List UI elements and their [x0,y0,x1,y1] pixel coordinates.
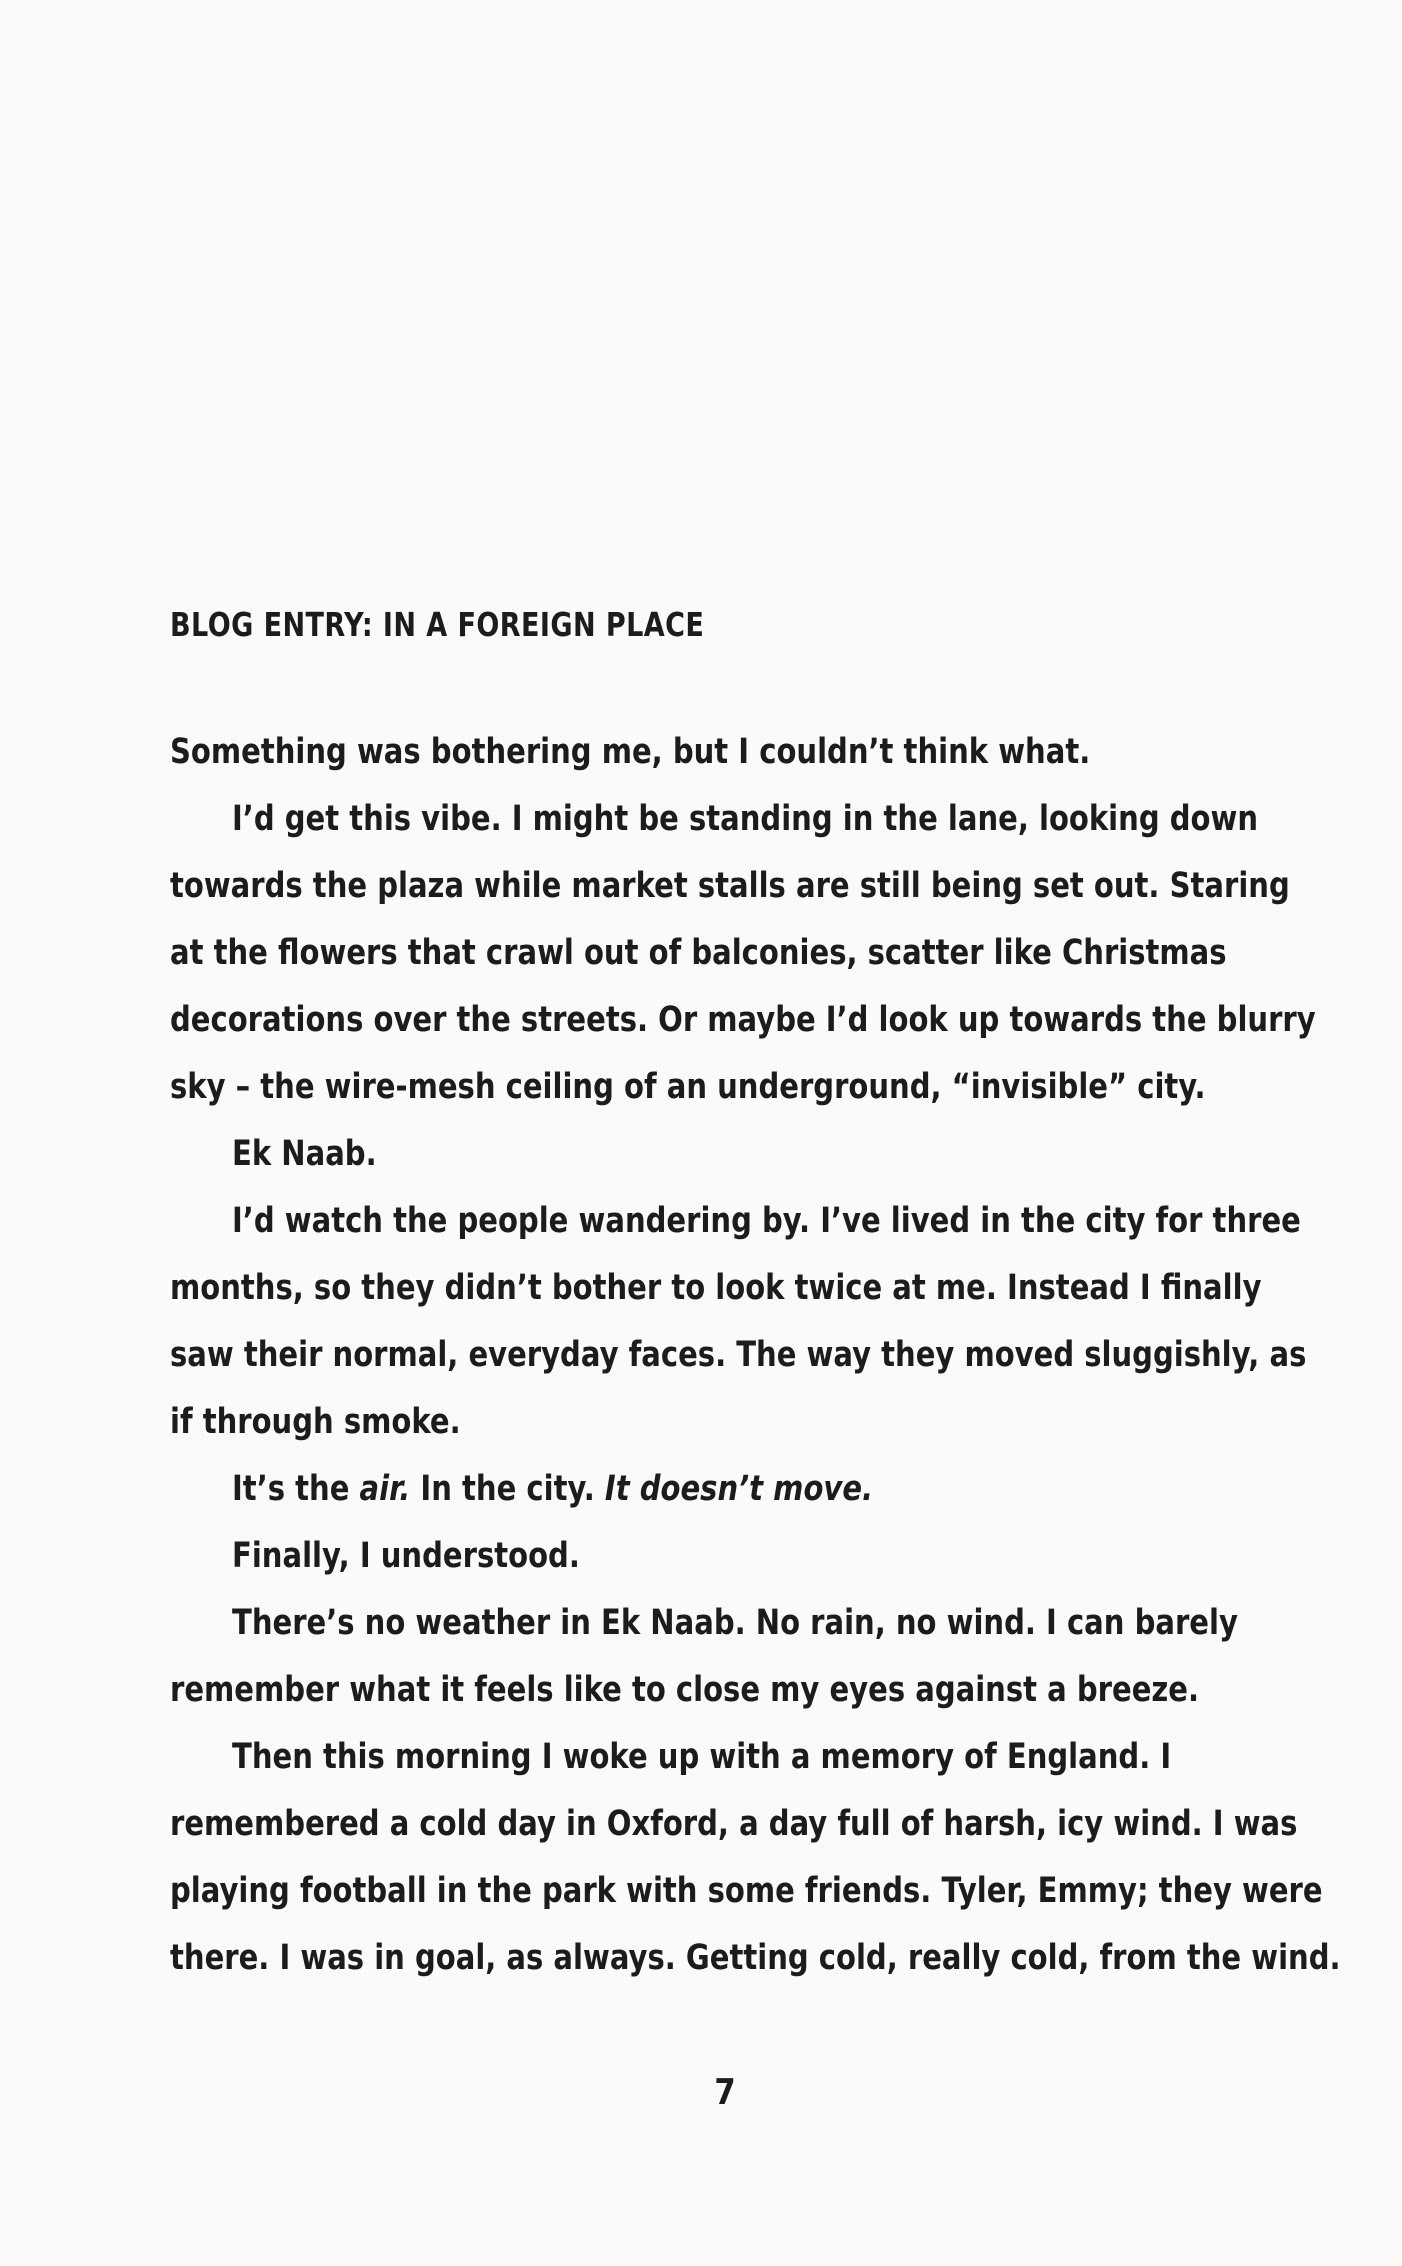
blog-entry-heading: BLOG ENTRY: IN A FOREIGN PLACE [170,605,705,644]
italic-segment: It doesn’t move. [604,1469,874,1509]
text-line: Finally, I understood. [232,1536,580,1576]
text-line: There’s no weather in Ek Naab. No rain, no wind. I can barely [232,1603,1238,1643]
page-number: 7 [714,2072,736,2113]
text-line: decorations over the streets. Or maybe I’d look up towards the blurry [170,1000,1316,1040]
text-line: months, so they didn’t bother to look twice at me. Instead I finally [170,1268,1262,1308]
text-line: I’d watch the people wandering by. I’ve lived in the city for three [232,1201,1301,1241]
text-segment: It’s the [232,1469,360,1509]
text-line: sky – the wire-mesh ceiling of an underground, “invisible” city. [170,1067,1206,1107]
text-line: Ek Naab. [232,1134,377,1174]
text-line-italic-mix [232,1465,873,1513]
text-line: there. I was in goal, as always. Getting cold, really cold, from the wind. [170,1938,1341,1978]
text-line: remembered a cold day in Oxford, a day full of harsh, icy wind. I was [170,1804,1298,1844]
text-line: remember what it feels like to close my eyes against a breeze. [170,1670,1200,1710]
text-line: Then this morning I woke up with a memory of England. I [232,1737,1172,1777]
text-line: Something was bothering me, but I couldn’t think what. [170,732,1091,772]
text-line: at the flowers that crawl out of balconies, scatter like Christmas [170,933,1227,973]
text-line: I’d get this vibe. I might be standing in the lane, looking down [232,799,1259,839]
text-line: towards the plaza while market stalls are still being set out. Staring [170,866,1290,906]
text-line: saw their normal, everyday faces. The way they moved sluggishly, as [170,1335,1307,1375]
italic-segment: air. [359,1469,411,1509]
text-line: playing football in the park with some friends. Tyler, Emmy; they were [170,1871,1323,1911]
text-line: if through smoke. [170,1402,461,1442]
text-segment: In the city. [410,1469,605,1509]
